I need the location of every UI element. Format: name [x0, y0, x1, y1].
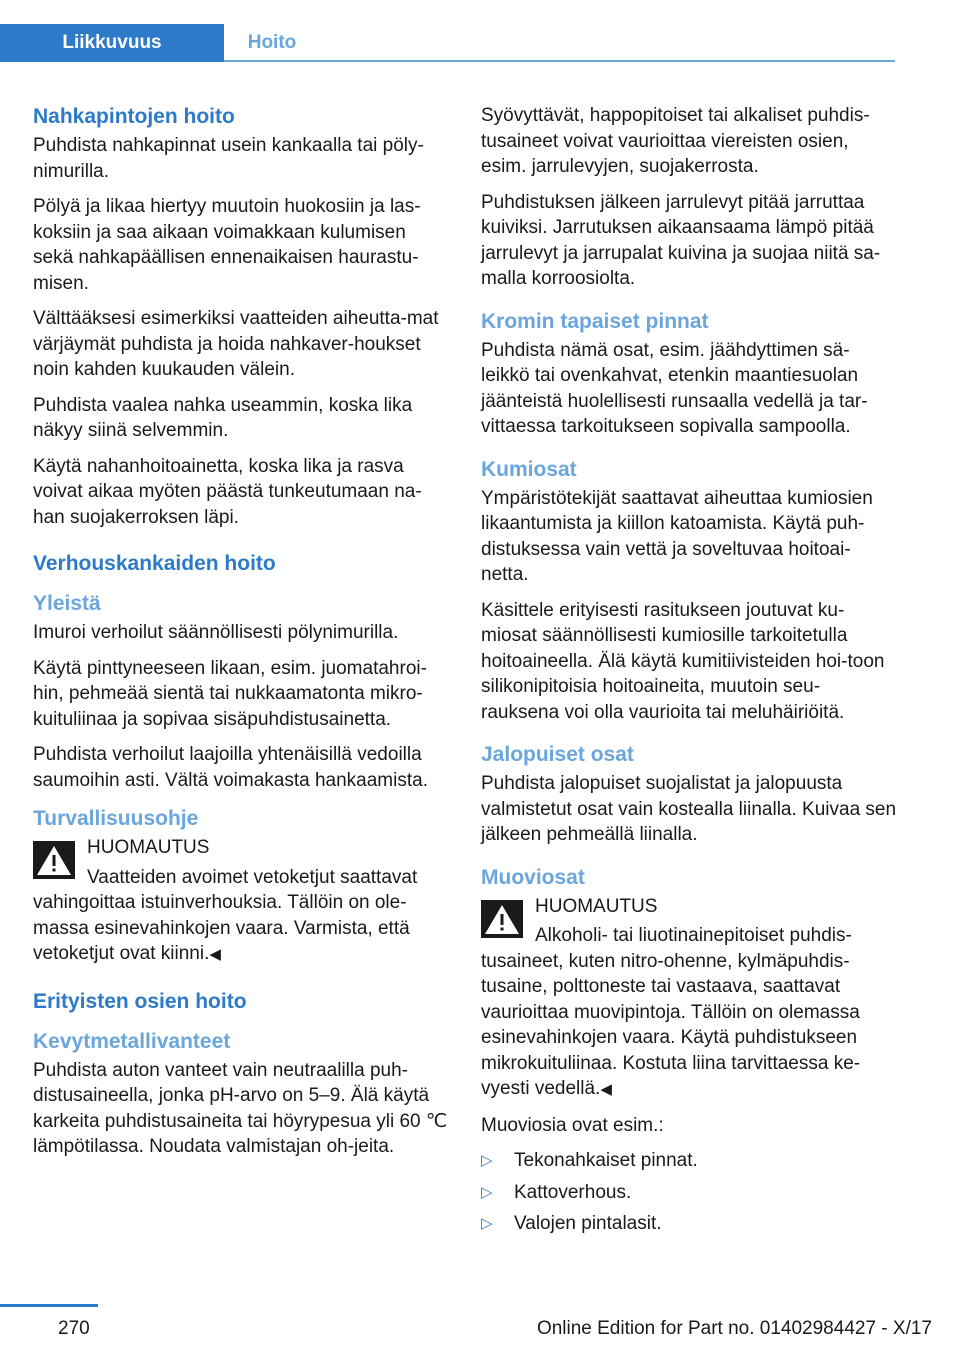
header-divider	[224, 60, 895, 62]
bullet-list	[481, 1148, 897, 1237]
paragraph: Puhdista vaalea nahka useammin, koska lika näkyy siinä selvemmin.	[33, 394, 413, 441]
heading-yleista: Yleistä	[33, 592, 101, 615]
list-item: ▷ Valojen pintalasit.	[481, 1211, 897, 1237]
left-column	[33, 103, 449, 1170]
warning-title: HUOMAUTUS	[87, 837, 210, 858]
heading-muoviosat: Muoviosat	[481, 865, 585, 889]
paragraph: Imuroi verhoilut säännöllisesti pölynimurilla.	[33, 622, 399, 643]
paragraph: Pölyä ja likaa hiertyy muutoin huokosiin ja las‐koksiin ja saa aikaan voimakkaan kulumisen sekä nahkapäällisen ennenaikaisen haurastu‐misen.	[33, 196, 421, 294]
warning-box	[33, 835, 449, 968]
paragraph: Ympäristötekijät saattavat aiheuttaa kumiosien likaantumista ja kiillon katoamista. Käytä puh‐distuksessa vain vettä ja soveltuvaa hoitoai‐netta.	[481, 487, 873, 585]
tab-hoito[interactable]: Hoito	[247, 32, 297, 53]
heading-jalopuiset-osat: Jalopuiset osat	[481, 743, 634, 766]
heading-kromin-tapaiset-pinnat: Kromin tapaiset pinnat	[481, 309, 709, 333]
triangle-bullet-icon: ▷	[481, 1152, 493, 1169]
paragraph: Puhdista auton vanteet vain neutraalilla puh‐distusaineella, jonka pH-arvo on 5–9. Älä käytä karkeita puhdistusaineita tai höyrypesua yli 60 ℃ lämpötilassa. Noudata valmistajan oh‐jeita.	[33, 1059, 448, 1157]
paragraph: Puhdista verhoilut laajoilla yhtenäisillä vedoilla saumoihin asti. Vältä voimakasta hankaamista.	[33, 744, 428, 791]
paragraph: Syövyttävät, happopitoiset tai alkaliset puhdis‐tusaineet voivat vaurioittaa viereisten osien, esim. jarrulevyjen, suojakerrosta.	[481, 105, 870, 177]
list-item: ▷ Kattoverhous.	[481, 1180, 897, 1206]
footer-edition: Online Edition for Part no. 01402984427 - X/17	[536, 1318, 932, 1339]
end-mark-icon: ◀	[600, 1081, 612, 1098]
paragraph: Puhdista nämä osat, esim. jäähdyttimen sä‐leikkö tai ovenkahvat, etenkin maantiesuolan jäänteistä huolellisesti runsaalla vedellä ja tar‐vittaessa tarkoitukseen sopivalla sampoolla.	[481, 339, 868, 437]
warning-triangle-icon	[481, 900, 523, 938]
end-mark-icon: ◀	[209, 946, 221, 963]
paragraph: Puhdista nahkapinnat usein kankaalla tai pöly‐nimurilla.	[33, 135, 424, 182]
tab-liikkuvuus[interactable]: Liikkuvuus	[0, 24, 224, 62]
paragraph: Käsittele erityisesti rasitukseen joutuvat ku‐miosat säännöllisesti kumiosille tarkoitetulla hoitoaineella. Älä käytä kumitiivisteiden hoi‐toon silikonipitoisia hoitoaineita, muutoin seu‐rauksena voi olla vaurioita tai meluhäiriöitä.	[481, 599, 885, 723]
paragraph: Käytä nahanhoitoainetta, koska lika ja rasva voivat aikaa myöten päästä tunkeutumaan na‐han suojakerroksen läpi.	[33, 455, 422, 528]
warning-text: Vaatteiden avoimet vetoketjut saattavat vahingoittaa istuinverhouksia. Tällöin on ole‐massa esinevahinkojen vaara. Varmista, että vetoketjut ovat kiinni.◀	[33, 866, 418, 964]
header-tabs	[0, 24, 895, 62]
page-number: 270	[58, 1318, 90, 1339]
heading-kumiosat: Kumiosat	[481, 457, 577, 481]
triangle-bullet-icon: ▷	[481, 1215, 493, 1232]
paragraph: Käytä pinttyneeseen likaan, esim. juomatahroi‐hin, pehmeää sientä tai nukkaamatonta mikro‐kuituliinaa ja sopivaa sisäpuhdistusainetta.	[33, 657, 427, 730]
heading-verhouskankaiden-hoito: Verhouskankaiden hoito	[33, 552, 276, 575]
footer-rule	[0, 1304, 98, 1307]
warning-text: Alkoholi- tai liuotinainepitoiset puhdis‐tusaineet, kuten nitro-ohenne, kylmäpuhdis‐tusaine, polttoneste tai vastaava, saattavat vaurioittaa muovipintoja. Tällöin on olemassa esinevahinkojen vaara. Käytä puhdistukseen mikrokuituliinaa. Kostuta liina tarvittaessa ke‐vyesti vedellä.◀	[481, 925, 861, 1099]
list-item: ▷ Tekonahkaiset pinnat.	[481, 1148, 897, 1174]
paragraph: Muoviosia ovat esim.:	[481, 1114, 664, 1136]
triangle-bullet-icon: ▷	[481, 1183, 493, 1201]
heading-turvallisuusohje: Turvallisuusohje	[33, 807, 199, 830]
warning-box	[481, 894, 897, 1103]
paragraph: Välttääksesi esimerkiksi vaatteiden aiheutta‐mat värjäymät puhdista ja hoida nahkaver‐houkset noin kahden kuukauden välein.	[33, 308, 439, 380]
heading-erityisten-osien-hoito: Erityisten osien hoito	[33, 989, 247, 1013]
heading-kevytmetallivanteet: Kevytmetallivanteet	[33, 1029, 231, 1053]
paragraph: Puhdistuksen jälkeen jarrulevyt pitää jarruttaa kuiviksi. Jarrutuksen aikaansaama lämpö pitää jarrulevyt ja jarrupalat kuivina ja suojaa niitä sa‐malla korroosiolta.	[481, 191, 881, 289]
paragraph: Puhdista jalopuiset suojalistat ja jalopuusta valmistetut osat vain kostealla liinalla. Kuivaa sen jälkeen pehmeällä liinalla.	[481, 773, 897, 845]
warning-title: HUOMAUTUS	[535, 895, 658, 917]
right-column	[481, 103, 897, 1243]
warning-triangle-icon	[33, 841, 75, 879]
heading-nahkapintojen-hoito: Nahkapintojen hoito	[33, 105, 235, 128]
